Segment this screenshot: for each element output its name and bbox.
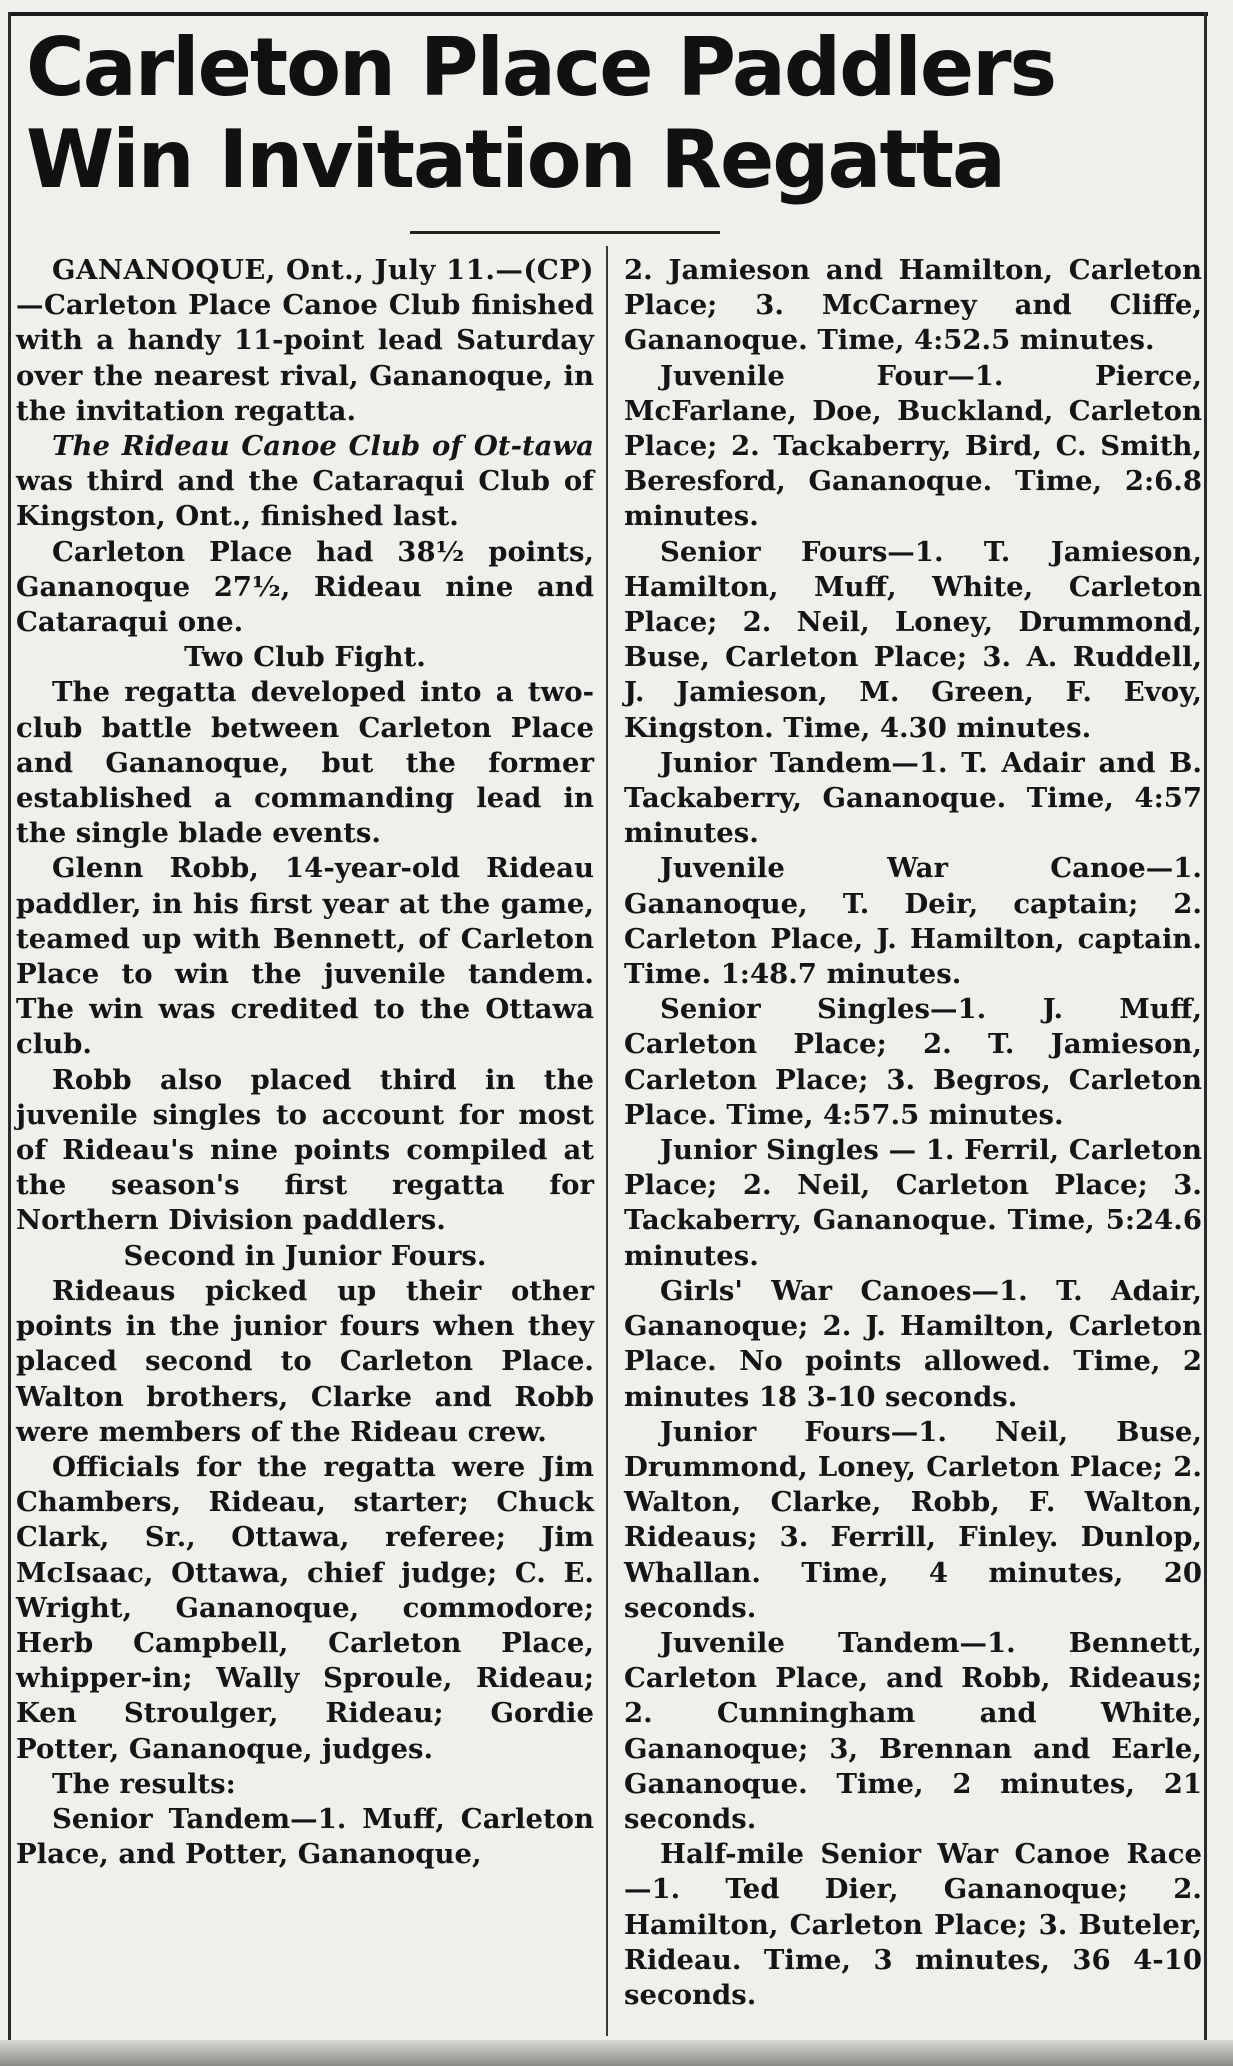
headline-line-1: Carleton Place Paddlers — [26, 21, 1056, 114]
result-junior-fours: Junior Fours—1. Neil, Buse, Drummond, Loney, Carleton Place; 2. Walton, Clarke, Robb, F. Walton, Rideaus; 3. Ferrill, Finley. Dunlop, Whallan. Time, 4 minutes, 20 seconds. — [624, 1415, 1202, 1624]
headline — [26, 22, 1196, 206]
result-junior-tandem: Junior Tandem—1. T. Adair and B. Tackaberry, Gananoque. Time, 4:57 minutes. — [624, 746, 1202, 850]
top-border-rule — [8, 12, 1208, 16]
paragraph-points: Carleton Place had 38½ points, Gananoque 27½, Rideau nine and Cataraqui one. — [16, 535, 594, 639]
result-junior-singles: Junior Singles — 1. Ferril, Carleton Place; 2. Neil, Carleton Place; 3. Tackaberry, Gananoque. Time, 5:24.6 minutes. — [624, 1134, 1202, 1272]
subhead-two-club-fight: Two Club Fight. — [184, 641, 426, 674]
results-column — [624, 253, 1202, 2013]
story-column — [16, 253, 594, 1872]
result-senior-singles: Senior Singles—1. J. Muff, Carleton Place; 2. T. Jamieson, Carleton Place; 3. Begros, Carleton Place. Time, 4:57.5 minutes. — [624, 993, 1202, 1131]
paragraph-rideaus: Rideaus picked up their other points in the junior fours when they placed second to Carleton Place. Walton brothers, Clarke and Robb were members of the Rideau crew. — [16, 1274, 594, 1448]
result-senior-war-canoe: Half-mile Senior War Canoe Race—1. Ted Dier, Gananoque; 2. Hamilton, Carleton Place; 3. Buteler, Rideau. Time, 3 minutes, 36 4-10 seconds. — [624, 1838, 1202, 2011]
result-juvenile-war-canoe: Juvenile War Canoe—1. Gananoque, T. Deir, captain; 2. Carleton Place, J. Hamilton, captain. Time. 1:48.7 minutes. — [624, 852, 1202, 991]
right-border-rule — [1204, 12, 1207, 2042]
result-juvenile-four: Juvenile Four—1. Pierce, McFarlane, Doe, Buckland, Carleton Place; 2. Tackaberry, Bird, C. Smith, Beresford, Gananoque. Time, 2:6.8 minutes. — [624, 359, 1202, 533]
lead-paragraph — [16, 253, 594, 429]
paragraph-standings — [16, 429, 594, 535]
column-divider — [606, 246, 608, 2036]
result-girls-war-canoes: Girls' War Canoes—1. T. Adair, Gananoque; 2. J. Hamilton, Carleton Place. No points allowed. Time, 2 minutes 18 3-10 seconds. — [624, 1274, 1202, 1413]
paragraph-robb-singles: Robb also placed third in the juvenile singles to account for most of Rideau's nine points compiled at the season's first regatta for Northern Division paddlers. — [16, 1063, 594, 1237]
subhead-junior-fours: Second in Junior Fours. — [123, 1239, 487, 1272]
headline-divider — [410, 231, 720, 234]
result-senior-tandem-cont: 2. Jamieson and Hamilton, Carleton Place; 3. McCarney and Cliffe, Gananoque. Time, 4:52.5 minutes. — [624, 254, 1202, 357]
paragraph-battle: The regatta developed into a two-club battle between Carleton Place and Gananoque, but the former established a commanding lead in the single blade events. — [16, 676, 594, 850]
result-juvenile-tandem: Juvenile Tandem—1. Bennett, Carleton Place, and Robb, Rideaus; 2. Cunningham and White, Gananoque; 3, Brennan and Earle, Gananoque. Time, 2 minutes, 21 seconds. — [624, 1626, 1202, 1835]
result-senior-fours: Senior Fours—1. T. Jamieson, Hamilton, Muff, White, Carleton Place; 2. Neil, Loney, Drummond, Buse, Carleton Place; 3. A. Ruddell, J. Jamieson, M. Green, F. Evoy, Kingston. Time, 4.30 minutes. — [624, 535, 1202, 744]
result-senior-tandem-start: Senior Tandem—1. Muff, Carleton Place, and Potter, Gananoque, — [16, 1802, 594, 1871]
cropped-next-headline — [0, 2040, 1233, 2066]
rideau-club-italic: The Rideau Canoe Club of Ot-tawa — [52, 430, 594, 463]
paragraph-glenn-robb: Glenn Robb, 14-year-old Rideau paddler, in his first year at the game, teamed up with Bennett, of Carleton Place to win the juvenile tandem. The win was credited to the Ottawa club. — [16, 852, 594, 1061]
lead-text: Carleton Place Canoe Club finished with a handy 11-point lead Saturday over the nearest rival, Gananoque, in the invitation regatta. — [16, 289, 594, 427]
headline-line-2: Win Invitation Regatta — [26, 113, 1004, 206]
results-label: The results: — [52, 1767, 236, 1800]
paragraph-standings-text: was third and the Cataraqui Club of Kingston, Ont., finished last. — [16, 465, 594, 533]
dateline: GANANOQUE, Ont., July 11.—(CP)— — [16, 254, 594, 322]
left-border-rule — [8, 12, 11, 2042]
paragraph-officials: Officials for the regatta were Jim Chambers, Rideau, starter; Chuck Clark, Sr., Ottawa, referee; Jim McIsaac, Ottawa, chief judge; C. E. Wright, Gananoque, commodore; Herb Campbell, Carleton Place, whipper-in; Wally Sproule, Rideau; Ken Stroulger, Rideau; Gordie Potter, Gananoque, judges. — [16, 1450, 594, 1765]
